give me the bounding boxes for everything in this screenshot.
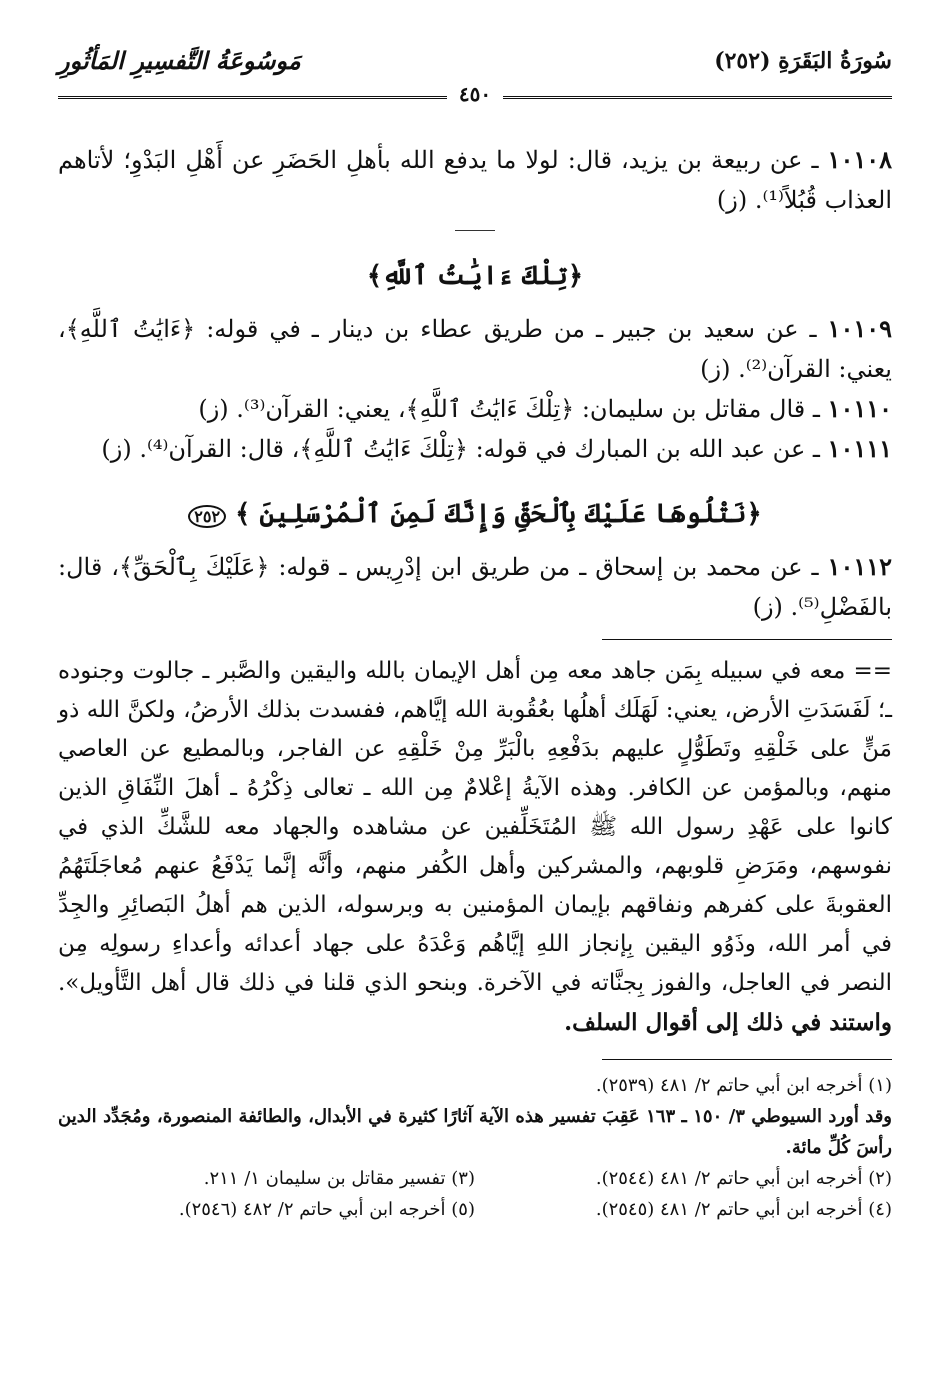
footnote-1-extra: وقد أورد السيوطي ٣/ ١٥٠ ـ ١٦٣ عَقِبَ تفسير هذه الآية آثارًا كثيرة في الأبدال، والطائفة المنصورة، ومُجَدِّد الدين رأسَ كُلِّ مائة. [58, 1106, 892, 1158]
footnote-5: (٥) أخرجه ابن أبي حاتم ٢/ ٤٨٢ (٢٥٤٦). [178, 1199, 475, 1220]
entry-10109 [58, 309, 892, 389]
footnote-4: (٤) أخرجه ابن أبي حاتم ٢/ ٤٨١ (٢٥٤٥). [595, 1199, 892, 1220]
footnote-rule [602, 1059, 892, 1060]
entry-10108 [58, 140, 892, 220]
ayah-heading-1: ﴿تِلْكَ ءَايَٰتُ ٱللَّهِ﴾ [366, 261, 584, 291]
ayah-number-marker: ٢٥٢ [188, 505, 226, 528]
entry-number: ١٠١١٢ [827, 552, 892, 581]
entry-text: ـ عن محمد بن إسحاق ـ من طريق ابن إدْرِيس ـ قوله: ﴿عَلَيْكَ بِٱلْحَقِّ﴾، قال: بالفَضْلِ⁽⁵⁾. (ز) [58, 553, 892, 621]
page [58, 40, 892, 1360]
entry-number: ١٠١٠٨ [827, 145, 892, 174]
main-text [58, 140, 892, 1225]
footnote-row [58, 1194, 892, 1225]
entry-10110 [58, 389, 892, 429]
entry-number: ١٠١١٠ [827, 394, 892, 423]
ayah-heading-2 [58, 499, 892, 529]
surah-title: سُورَةُ البَقَرَةِ (٢٥٢) [714, 48, 892, 74]
entry-text: ـ عن سعيد بن جبير ـ من طريق عطاء بن دينار ـ في قوله: ﴿ءَايَٰتُ ٱللَّهِ﴾، يعني: القرآن⁽²⁾. (ز) [58, 315, 892, 383]
continuation-text: == معه في سبيله بِمَن جاهد معه مِن أهل الإيمان بالله واليقين والصَّبر ـ جالوت وجنوده ـ؛ لَفَسَدَتِ الأرض، يعني: لَهَلَك أهلُها بعُقُوبة الله إيَّاهم، ففسدت بذلك الأرضُ، ولكنَّ الله ذو مَنٍّ على خَلْقِهِ وتَطَوُّلٍ عليهم بدَفْعِهِ بالْبَرِّ مِنْ خَلْقِهِ عن الفاجر، وبالمطيع عن العاصي منهم، وبالمؤمن عن الكافر. وهذه الآيةُ إعْلامٌ مِن الله ـ تعالى ذِكْرُهُ ـ أهلَ النِّفَاقِ الذين كانوا على عَهْدِ رسول الله ﷺ المُتَخَلِّفين عن مشاهده والجهاد معه للشَّكِّ الذي في نفوسهم، ومَرَضِ قلوبهم، والمشركين وأهل الكُفر منهم، وأنَّه إنَّما يَدْفَعُ عنهم مُعاجَلَتَهُمُ العقوبةَ على كفرهم ونفاقهم بإيمان المؤمنين به وبرسوله، الذين هم أهلُ البَصائِرِ والجِدِّ في أمر الله، وذَوُو اليقين بِإنجاز اللهِ إيَّاهُم وَعْدَهُ على جهاد أعدائه وأعداءِ رسولِه مِن النصر في العاجل، والفوز بِجنَّاته في الآخرة. وبنحو الذي قلنا في ذلك قال أهل التَّأويل». [58, 658, 892, 996]
footnote-row [58, 1163, 892, 1194]
footnote-2: (٢) أخرجه ابن أبي حاتم ٢/ ٤٨١ (٢٥٤٤). [595, 1168, 892, 1189]
entry-text: ـ عن عبد الله بن المبارك في قوله: ﴿تِلْكَ ءَايَٰتُ ٱللَّهِ﴾، قال: القرآن⁽⁴⁾. (ز) [101, 435, 828, 463]
continuation-block [58, 652, 892, 1043]
book-title: مَوسُوعَةُ التَّفسِيرِ المَأثُورِ [58, 46, 301, 75]
entry-text: ـ عن ربيعة بن يزيد، قال: لولا ما يدفع الله بأهلِ الحَضَرِ عن أَهْلِ البَدْوِ؛ لأتاهم العذاب قُبُلاً⁽¹⁾. (ز) [58, 146, 892, 214]
ayah-text: ﴿نَتْلُوهَا عَلَيْكَ بِٱلْحَقِّ وَإِنَّكَ لَمِنَ ٱلْمُرْسَلِينَ ﴾ [235, 499, 762, 529]
entry-10111 [58, 429, 892, 469]
continuation-bold: واستند في ذلك إلى أقوال السلف. [564, 1009, 892, 1036]
footnotes [58, 1070, 892, 1225]
page-number: ٤٥٠ [447, 82, 503, 106]
section-divider [602, 639, 892, 640]
entry-number: ١٠١١١ [827, 434, 892, 463]
footnote-1: (١) أخرجه ابن أبي حاتم ٢/ ٤٨١ (٢٥٣٩). [595, 1075, 892, 1096]
page-number-wrap [58, 82, 892, 106]
entry-number: ١٠١٠٩ [827, 314, 892, 343]
short-separator [455, 230, 495, 231]
footnote-3: (٣) تفسير مقاتل بن سليمان ١/ ٢١١. [203, 1168, 475, 1189]
continuation-paragraph [58, 652, 892, 1043]
entry-text: ـ قال مقاتل بن سليمان: ﴿تِلْكَ ءَايَٰتُ ٱللَّهِ﴾، يعني: القرآن⁽³⁾. (ز) [198, 395, 828, 423]
entry-10112 [58, 547, 892, 627]
